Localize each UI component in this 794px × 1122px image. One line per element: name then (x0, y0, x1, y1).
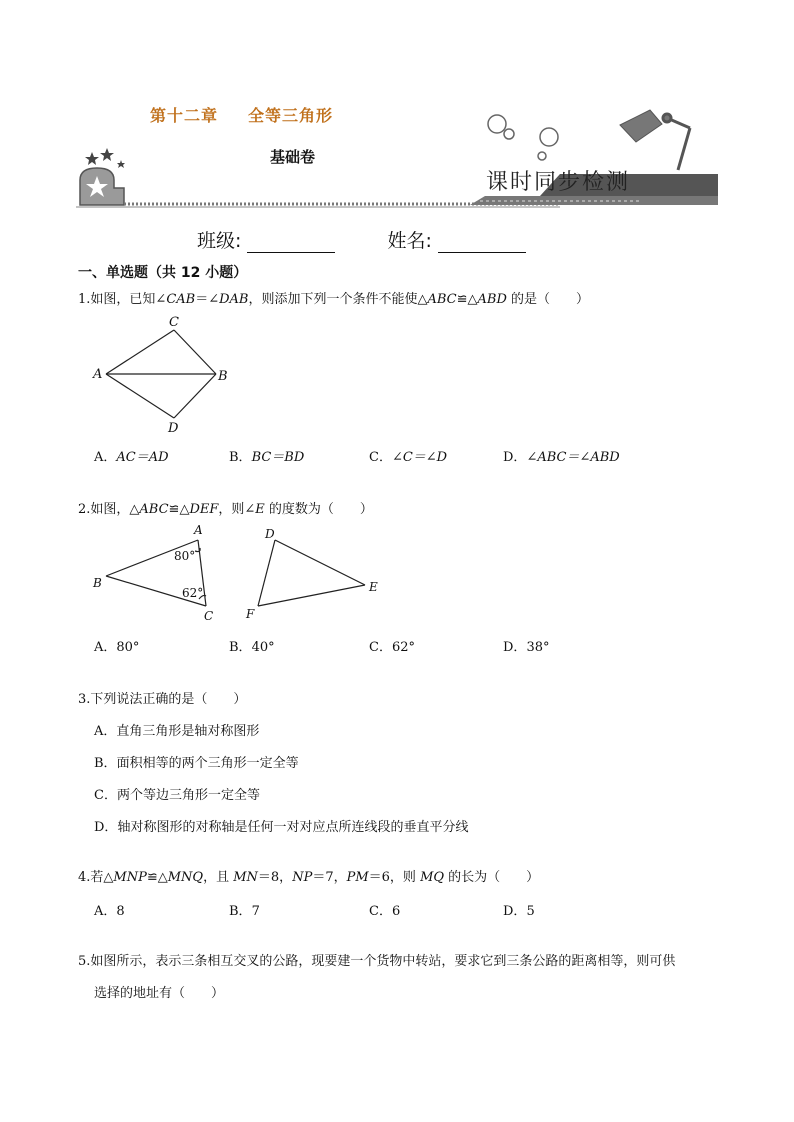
stem-var: NP (292, 870, 313, 885)
option-key: D． (503, 640, 527, 655)
vertex-label-a: A (194, 523, 203, 537)
stem-var: CAB (166, 292, 196, 307)
stem-text: ≌△ (456, 292, 478, 307)
option-text: 8 (116, 904, 125, 919)
question-number: 5. (78, 954, 91, 969)
star-badge-icon (80, 168, 124, 205)
stem-var: ABC (139, 502, 169, 517)
q1-option-c[interactable] (369, 446, 447, 465)
option-key: A． (94, 724, 117, 739)
option-text: ∠ABC＝∠ABD (526, 450, 620, 465)
stem-text: ＝7， (312, 870, 347, 885)
stem-var: DAB (219, 292, 249, 307)
stem-var: E (255, 502, 265, 517)
class-label: 班级: (197, 230, 242, 252)
name-blank[interactable] (438, 234, 526, 253)
chapter-title: 全等三角形 (248, 106, 334, 125)
option-text: 80° (116, 640, 140, 655)
vertex-label-e: E (369, 580, 378, 594)
header-banner-graphic (0, 0, 794, 220)
stem-text: ≌△ (146, 870, 168, 885)
q2-option-b[interactable] (229, 636, 275, 655)
angle-label-80: 80° (174, 549, 196, 563)
question-5-stem-line-1 (78, 950, 675, 969)
question-2-figure (88, 518, 388, 628)
option-key: A． (94, 640, 117, 655)
stem-var: DEF (189, 502, 219, 517)
stem-var: ABD (477, 292, 507, 307)
stem-text: 的长为（ ） (444, 870, 540, 885)
level-title: 基础卷 (270, 148, 316, 166)
option-text: 7 (251, 904, 260, 919)
q4-option-b[interactable] (229, 900, 260, 919)
q2-option-d[interactable] (503, 636, 549, 655)
option-key: D． (503, 904, 527, 919)
q2-option-a[interactable] (94, 636, 139, 655)
option-key: A． (94, 904, 117, 919)
stem-text: 如图所示，表示三条相互交叉的公路，现要建一个货物中转站，要求它到三条公路的距离相等，则可供 (90, 954, 676, 969)
q4-option-d[interactable] (503, 900, 535, 919)
q3-option-c[interactable] (94, 784, 260, 803)
stem-text: 的度数为（ ） (264, 502, 373, 517)
option-key: B． (229, 904, 252, 919)
stem-text: 如图，△ (90, 502, 140, 517)
q4-option-a[interactable] (94, 900, 125, 919)
q3-option-d[interactable] (94, 816, 468, 835)
option-text: 62° (391, 640, 415, 655)
q3-option-b[interactable] (94, 752, 299, 771)
stem-var: PM (346, 870, 369, 885)
option-text: 直角三角形是轴对称图形 (116, 724, 260, 739)
stem-text: ≌△ (168, 502, 190, 517)
question-1-stem (78, 288, 589, 307)
vertex-label-d: D (168, 421, 179, 436)
option-key: B． (229, 450, 252, 465)
angle-label-62: 62° (182, 586, 204, 600)
vertex-label-a: A (93, 367, 103, 382)
option-key: C． (369, 450, 392, 465)
option-key: A． (94, 450, 117, 465)
stem-text: ，且 (203, 870, 234, 885)
stem-text: 下列说法正确的是（ ） (90, 692, 247, 707)
option-text: 两个等边三角形一定全等 (116, 788, 260, 803)
class-blank[interactable] (247, 234, 335, 253)
stem-text: ＝∠ (195, 292, 220, 307)
option-key: D． (503, 450, 527, 465)
q2-option-c[interactable] (369, 636, 415, 655)
stem-text: ＝6，则 (368, 870, 421, 885)
stem-var: MNP (113, 870, 147, 885)
question-4-stem (78, 866, 539, 885)
vertex-label-b: B (218, 369, 228, 384)
stem-text: ，则添加下列一个条件不能使△ (248, 292, 428, 307)
chapter-number: 第十二章 (150, 106, 219, 125)
vertex-label-d: D (265, 527, 275, 541)
option-key: B． (94, 756, 117, 771)
q1-option-d[interactable] (503, 446, 620, 465)
option-key: C． (369, 640, 392, 655)
option-key: D． (94, 820, 118, 835)
q3-option-a[interactable] (94, 720, 259, 739)
brand-title: 课时同步检测 (486, 170, 631, 195)
question-1-figure (88, 308, 248, 438)
desk-lamp-icon (620, 110, 690, 170)
stem-text: 的是（ ） (506, 292, 590, 307)
question-number: 1. (78, 292, 91, 307)
stem-var: MQ (420, 870, 445, 885)
stem-text: ，则∠ (218, 502, 256, 517)
question-2-stem (78, 498, 373, 517)
stem-var: ABC (427, 292, 457, 307)
option-key: C． (94, 788, 117, 803)
option-text: 5 (526, 904, 535, 919)
option-text: 6 (391, 904, 401, 919)
option-text: 38° (526, 640, 550, 655)
bubble-icons (488, 115, 558, 160)
student-info-fields (197, 226, 572, 253)
q1-option-a[interactable] (94, 446, 169, 465)
star-icons (85, 148, 125, 168)
option-key: B． (229, 640, 252, 655)
question-number: 2. (78, 502, 91, 517)
option-text: AC＝AD (116, 450, 169, 465)
stem-text: 如图，已知∠ (90, 292, 167, 307)
option-text: 面积相等的两个三角形一定全等 (116, 756, 299, 771)
option-text: 40° (251, 640, 275, 655)
question-number: 4. (78, 870, 91, 885)
vertex-label-b: B (93, 576, 102, 590)
vertex-label-c: C (204, 609, 214, 623)
option-text: 轴对称图形的对称轴是任何一对对应点所连线段的垂直平分线 (117, 820, 469, 835)
question-number: 3. (78, 692, 91, 707)
option-key: C． (369, 904, 392, 919)
vertex-label-c: C (169, 315, 179, 330)
option-text: ∠C＝∠D (391, 450, 448, 465)
stem-text: ＝8， (257, 870, 293, 885)
section-title: 一、单选题（共 12 小题） (78, 265, 248, 281)
vertex-label-f: F (246, 607, 255, 621)
option-text: BC＝BD (251, 450, 305, 465)
stem-text: 若△ (90, 870, 114, 885)
stem-var: MNQ (167, 870, 204, 885)
q1-option-b[interactable] (229, 446, 304, 465)
stem-var: MN (233, 870, 258, 885)
name-label: 姓名: (387, 230, 432, 252)
question-5-stem-line-2: 选择的地址有（ ） (94, 986, 225, 1001)
question-3-stem (78, 688, 246, 707)
q4-option-c[interactable] (369, 900, 400, 919)
